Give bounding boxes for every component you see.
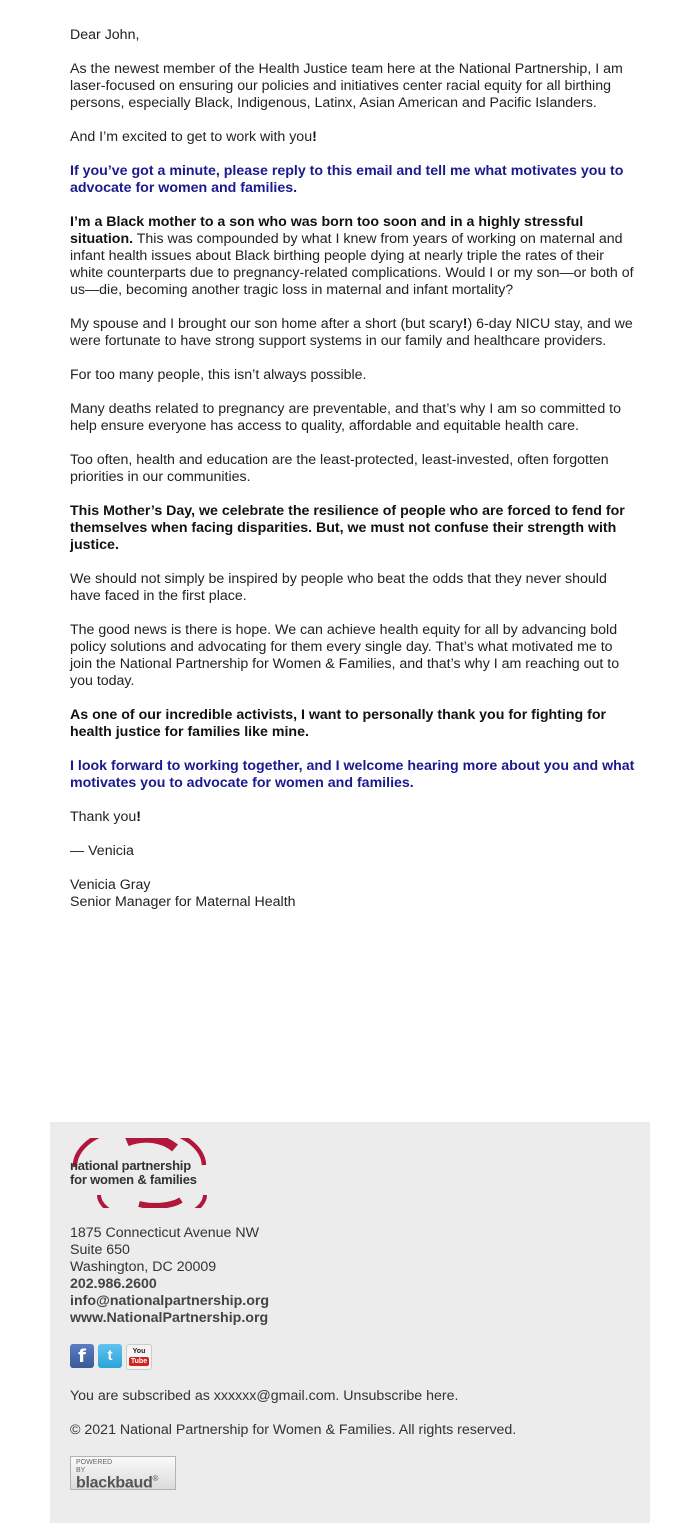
youtube-icon[interactable]: You Tube	[126, 1344, 152, 1370]
reply-request: If you’ve got a minute, please reply to this email and tell me what motivates you to advocate for women and families.	[70, 163, 624, 196]
address-line: Washington, DC 20009	[70, 1259, 217, 1275]
paragraph-hope: The good news is there is hope. We can achieve health equity for all by advancing bold policy solutions and advocating for them every single day. That’s what motivated me to join the National Partnership for Women & Families, and that’s why I am reaching out to you today.	[70, 622, 620, 689]
address-line: Suite 650	[70, 1242, 130, 1258]
badge-powered-label: POWERED BY	[76, 1459, 113, 1474]
paragraph-intro: As the newest member of the Health Justice team here at the National Partnership, I am laser-focused on ensuring our policies and initiatives center racial equity for all birthing persons, especially Black, Indigenous, Latinx, Asian American and Pacific Islanders.	[70, 61, 623, 111]
paragraph-inspired: We should not simply be inspired by people who beat the odds that they never should have faced in the first place.	[70, 571, 607, 604]
paragraph-preventable: Many deaths related to pregnancy are preventable, and that’s why I am so committed to help ensure everyone has access to quality, affordable and equitable health care.	[70, 401, 621, 434]
paragraph-priorities: Too often, health and education are the least-protected, least-invested, often forgotten priorities in our communities.	[70, 452, 609, 485]
address-line: 1875 Connecticut Avenue NW	[70, 1225, 260, 1241]
facebook-icon[interactable]: f	[70, 1344, 94, 1368]
email-footer	[50, 1122, 650, 1523]
website-link[interactable]: www.NationalPartnership.org	[70, 1310, 269, 1326]
contact-block	[70, 1225, 269, 1327]
letter-body	[70, 27, 635, 911]
signature-name: Venicia Gray	[70, 877, 151, 893]
paragraph-nicu: My spouse and I brought our son home after a short (but scary!) 6-day NICU stay, and we were fortunate to have strong support systems in our family and healthcare providers.	[70, 316, 633, 349]
paragraph-not-possible: For too many people, this isn’t always possible.	[70, 367, 367, 383]
email-link[interactable]: info@nationalpartnership.org	[70, 1293, 270, 1309]
npwf-logo[interactable]	[69, 1138, 214, 1208]
signature-title: Senior Manager for Maternal Health	[70, 894, 296, 910]
signature-block	[70, 877, 635, 911]
logo-text-line1: national partnership	[70, 1158, 191, 1173]
paragraph-excited: And I’m excited to get to work with you!	[70, 129, 317, 145]
paragraph-look-forward: I look forward to working together, and I welcome hearing more about you and what motivates you to advocate for women and families.	[70, 758, 635, 791]
powered-by-blackbaud-badge[interactable]	[70, 1456, 176, 1490]
subscription-notice[interactable]: You are subscribed as xxxxxx@gmail.com. Unsubscribe here.	[70, 1388, 459, 1404]
paragraph-story: I’m a Black mother to a son who was born too soon and in a highly stressful situation. This was compounded by what I knew from years of working on maternal and infant health issues about Black birthing people dying at nearly triple the rates of their white counterparts due to pregnancy-related complications. Would I or my son—or both of us—die, becoming another tragic loss in maternal and infant mortality?	[70, 214, 634, 298]
greeting: Dear John,	[70, 27, 140, 43]
paragraph-thank-activists: As one of our incredible activists, I want to personally thank you for fighting for health justice for families like mine.	[70, 707, 607, 740]
badge-brand: blackbaud®	[76, 1474, 159, 1492]
phone-link[interactable]: 202.986.2600	[70, 1276, 157, 1292]
thanks-line: Thank you!	[70, 809, 141, 825]
signoff: — Venicia	[70, 843, 134, 859]
paragraph-mothers-day: This Mother’s Day, we celebrate the resilience of people who are forced to fend for themselves when facing disparities. But, we must not confuse their strength with justice.	[70, 503, 625, 553]
twitter-icon[interactable]: t	[98, 1344, 122, 1368]
logo-text-line2: for women & families	[70, 1172, 197, 1187]
copyright: © 2021 National Partnership for Women & Families. All rights reserved.	[70, 1422, 517, 1438]
